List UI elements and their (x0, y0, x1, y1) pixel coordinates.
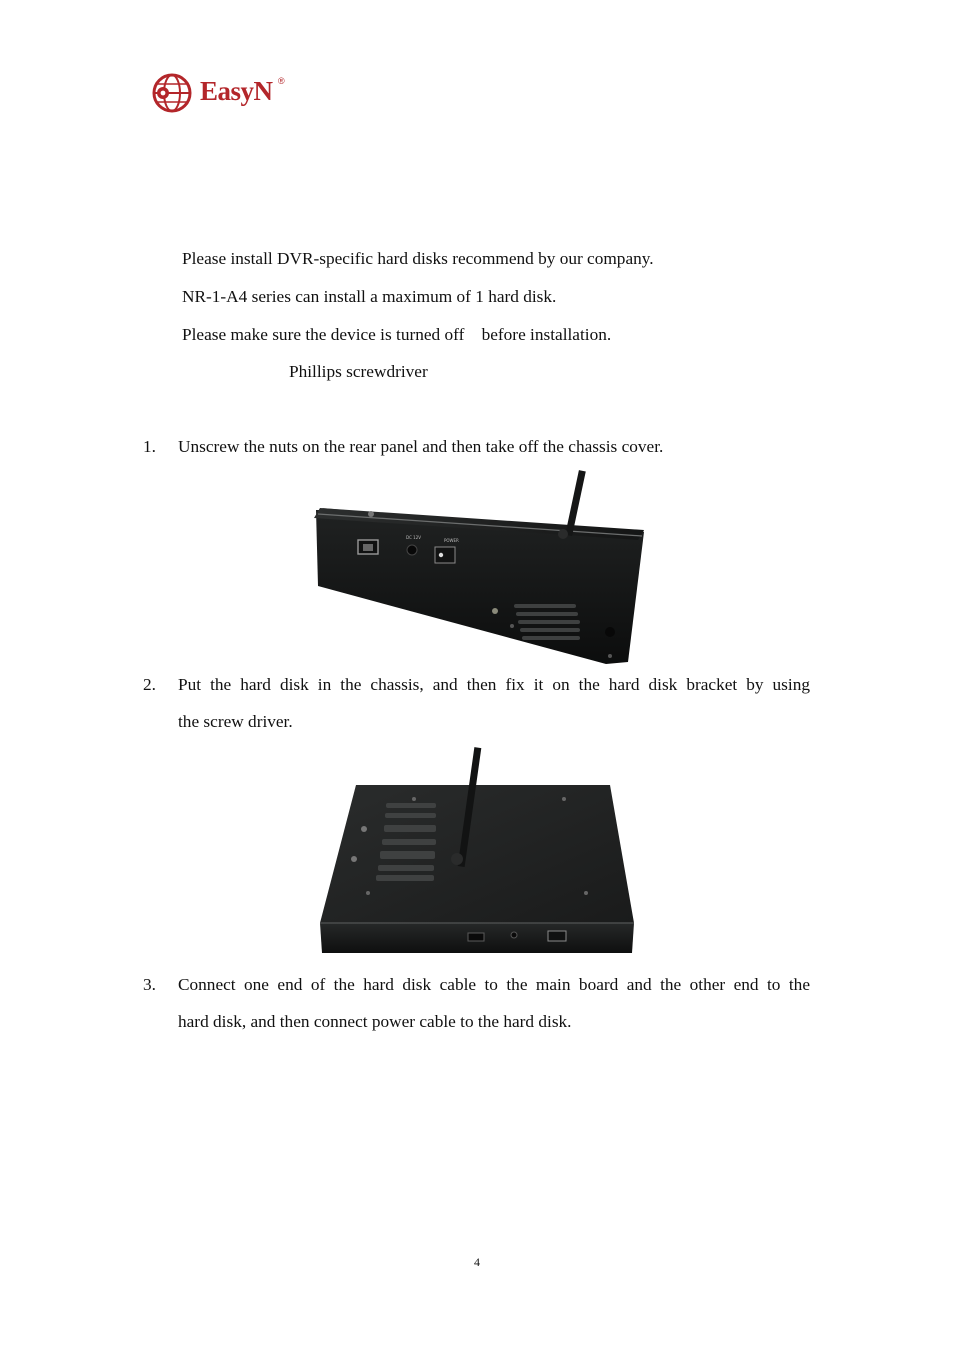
step-1-text: Unscrew the nuts on the rear panel and then take off the chassis cover. (178, 437, 664, 456)
dc-jack (407, 545, 417, 555)
note-tool: Phillips screwdriver (289, 362, 428, 381)
chassis-rear-panel-photo (306, 468, 650, 664)
power-switch (435, 547, 455, 563)
step-2-text-line2: the screw driver. (178, 712, 293, 731)
step-3-text-line2: hard disk, and then connect power cable to the hard disk. (178, 1012, 572, 1031)
step-3-text-line1: Connect one end of the hard disk cable to the main board and the other end to the (178, 975, 810, 994)
step-3-number: 3. (143, 975, 156, 994)
chassis-top-photo (316, 747, 640, 957)
note-power-off: Please make sure the device is turned off before installation. (182, 325, 612, 344)
power-label: POWER (444, 538, 459, 543)
note-max-disks: NR-1-A4 series can install a maximum of 1 hard disk. (182, 287, 557, 306)
chassis-lid (320, 785, 634, 923)
step-2-number: 2. (143, 675, 156, 694)
note-hdd-recommendation: Please install DVR-specific hard disks recommend by our company. (182, 249, 654, 268)
ethernet-port (548, 931, 566, 941)
easyn-logo (150, 70, 300, 116)
step-1-number: 1. (143, 437, 156, 456)
step-2-text-line1: Put the hard disk in the chassis, and then fix it on the hard disk bracket by using (178, 675, 810, 694)
dc-label: DC 12V (406, 535, 421, 540)
page-number: 4 (474, 1255, 480, 1269)
globe-logo-icon (150, 70, 196, 116)
registered-mark: ® (278, 76, 285, 86)
logo-wordmark: EasyN (200, 76, 273, 106)
